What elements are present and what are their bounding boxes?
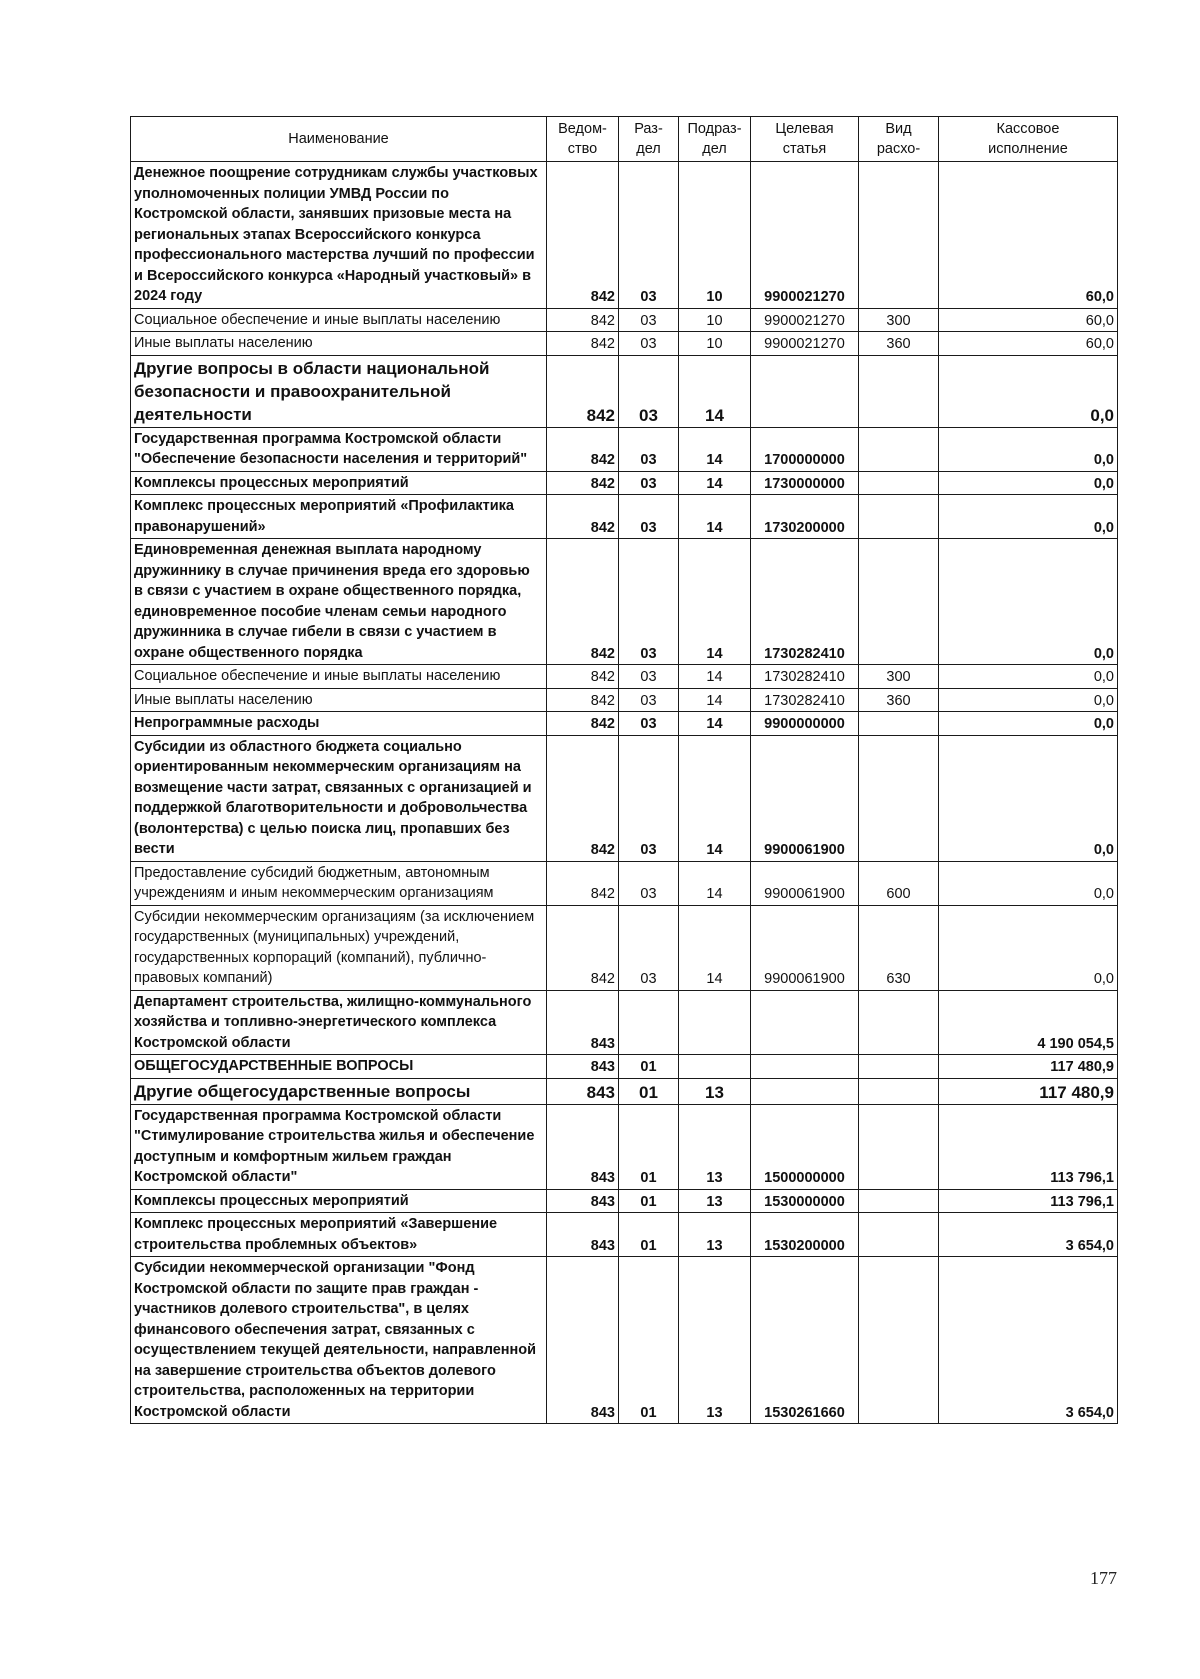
cell-podrazdel: 14 xyxy=(679,712,751,736)
cell-vid xyxy=(859,539,939,665)
cell-sum: 0,0 xyxy=(939,688,1118,712)
cell-vid xyxy=(859,1257,939,1424)
cell-razdel: 03 xyxy=(619,332,679,356)
cell-stat: 1530000000 xyxy=(751,1189,859,1213)
cell-stat xyxy=(751,1055,859,1079)
cell-vid xyxy=(859,355,939,427)
cell-stat: 1700000000 xyxy=(751,427,859,471)
table-row xyxy=(131,990,1118,1055)
cell-stat: 1730282410 xyxy=(751,539,859,665)
cell-sum: 60,0 xyxy=(939,332,1118,356)
cell-stat: 1730200000 xyxy=(751,495,859,539)
budget-table xyxy=(130,116,1118,1424)
cell-vid xyxy=(859,162,939,309)
cell-stat xyxy=(751,990,859,1055)
cell-vid xyxy=(859,1078,939,1104)
cell-podrazdel: 14 xyxy=(679,688,751,712)
cell-stat: 1730282410 xyxy=(751,665,859,689)
cell-vid xyxy=(859,1213,939,1257)
cell-ved: 842 xyxy=(547,539,619,665)
cell-name: Комплекс процессных мероприятий «Завершение строительства проблемных объектов» xyxy=(131,1213,547,1257)
page-number: 177 xyxy=(1090,1568,1117,1588)
cell-podrazdel: 10 xyxy=(679,308,751,332)
table-row xyxy=(131,471,1118,495)
cell-podrazdel xyxy=(679,990,751,1055)
cell-name: Субсидии из областного бюджета социально ориентированным некоммерческим организациям на возмещение части затрат, связанных с организацией и поддержкой благотворительности и добровольчества (волонтерства) с целью поиска лиц, пропавших без вести xyxy=(131,735,547,861)
cell-name: Денежное поощрение сотрудникам службы участковых уполномоченных полиции УМВД России по Костромской области, занявших призовые места на региональных этапах Всероссийского конкурса профессионального мастерства лучший по профессии и Всероссийского конкурса «Народный участковый» в 2024 году xyxy=(131,162,547,309)
cell-sum: 0,0 xyxy=(939,495,1118,539)
cell-razdel: 03 xyxy=(619,495,679,539)
cell-name: Социальное обеспечение и иные выплаты населению xyxy=(131,665,547,689)
table-row xyxy=(131,688,1118,712)
cell-name: Департамент строительства, жилищно-коммунального хозяйства и топливно-энергетического комплекса Костромской области xyxy=(131,990,547,1055)
cell-sum: 0,0 xyxy=(939,539,1118,665)
cell-razdel: 03 xyxy=(619,162,679,309)
cell-ved: 842 xyxy=(547,905,619,990)
header-stat: Целевая статья xyxy=(751,117,859,162)
cell-ved: 842 xyxy=(547,665,619,689)
table-row xyxy=(131,1078,1118,1104)
cell-sum: 3 654,0 xyxy=(939,1257,1118,1424)
cell-vid xyxy=(859,735,939,861)
table-row xyxy=(131,712,1118,736)
cell-sum: 117 480,9 xyxy=(939,1055,1118,1079)
cell-ved: 842 xyxy=(547,712,619,736)
cell-razdel: 03 xyxy=(619,712,679,736)
cell-stat: 9900021270 xyxy=(751,162,859,309)
cell-podrazdel xyxy=(679,1055,751,1079)
cell-stat: 1730000000 xyxy=(751,471,859,495)
cell-ved: 843 xyxy=(547,1104,619,1189)
cell-name: Комплексы процессных мероприятий xyxy=(131,1189,547,1213)
cell-ved: 842 xyxy=(547,308,619,332)
cell-vid: 360 xyxy=(859,688,939,712)
cell-sum: 0,0 xyxy=(939,665,1118,689)
cell-podrazdel: 10 xyxy=(679,332,751,356)
cell-stat xyxy=(751,355,859,427)
cell-stat: 9900061900 xyxy=(751,735,859,861)
cell-name: Единовременная денежная выплата народному дружиннику в случае причинения вреда его здоровью в связи с участием в охране общественного порядка, единовременное пособие членам семьи народного дружинника в случае гибели в связи с участием в охране общественного порядка xyxy=(131,539,547,665)
cell-name: Другие общегосударственные вопросы xyxy=(131,1078,547,1104)
cell-ved: 842 xyxy=(547,162,619,309)
cell-ved: 843 xyxy=(547,1055,619,1079)
table-row xyxy=(131,861,1118,905)
table-row xyxy=(131,495,1118,539)
cell-podrazdel: 10 xyxy=(679,162,751,309)
cell-podrazdel: 13 xyxy=(679,1189,751,1213)
cell-vid xyxy=(859,990,939,1055)
cell-ved: 842 xyxy=(547,495,619,539)
cell-razdel: 01 xyxy=(619,1104,679,1189)
table-row xyxy=(131,332,1118,356)
cell-vid xyxy=(859,712,939,736)
cell-sum: 113 796,1 xyxy=(939,1189,1118,1213)
table-row xyxy=(131,1189,1118,1213)
cell-podrazdel: 14 xyxy=(679,665,751,689)
cell-name: Государственная программа Костромской области "Обеспечение безопасности населения и территорий" xyxy=(131,427,547,471)
cell-vid: 600 xyxy=(859,861,939,905)
table-row xyxy=(131,905,1118,990)
cell-ved: 842 xyxy=(547,861,619,905)
cell-name: Государственная программа Костромской области "Стимулирование строительства жилья и обеспечение доступным и комфортным жильем граждан Костромской области" xyxy=(131,1104,547,1189)
cell-sum: 0,0 xyxy=(939,735,1118,861)
table-row xyxy=(131,1213,1118,1257)
cell-ved: 842 xyxy=(547,735,619,861)
cell-razdel: 03 xyxy=(619,861,679,905)
table-row xyxy=(131,427,1118,471)
cell-razdel: 03 xyxy=(619,905,679,990)
cell-stat: 9900061900 xyxy=(751,905,859,990)
cell-name: Социальное обеспечение и иные выплаты населению xyxy=(131,308,547,332)
cell-name: Комплексы процессных мероприятий xyxy=(131,471,547,495)
header-kass: Кассовое исполнение xyxy=(939,117,1118,162)
table-row xyxy=(131,1055,1118,1079)
table-row xyxy=(131,1104,1118,1189)
cell-razdel: 03 xyxy=(619,427,679,471)
header-name: Наименование xyxy=(131,117,547,162)
cell-stat: 9900021270 xyxy=(751,308,859,332)
cell-razdel: 01 xyxy=(619,1078,679,1104)
table-row xyxy=(131,735,1118,861)
header-podrazdel: Подраз- дел xyxy=(679,117,751,162)
table-row xyxy=(131,539,1118,665)
table-row xyxy=(131,308,1118,332)
cell-podrazdel: 14 xyxy=(679,905,751,990)
table-row xyxy=(131,665,1118,689)
cell-podrazdel: 14 xyxy=(679,495,751,539)
cell-stat: 1530261660 xyxy=(751,1257,859,1424)
cell-vid xyxy=(859,495,939,539)
cell-stat: 9900000000 xyxy=(751,712,859,736)
cell-name: Комплекс процессных мероприятий «Профилактика правонарушений» xyxy=(131,495,547,539)
cell-razdel: 03 xyxy=(619,735,679,861)
cell-vid xyxy=(859,471,939,495)
cell-sum: 0,0 xyxy=(939,355,1118,427)
cell-sum: 113 796,1 xyxy=(939,1104,1118,1189)
cell-podrazdel: 13 xyxy=(679,1078,751,1104)
cell-ved: 843 xyxy=(547,990,619,1055)
header-ved: Ведом- ство xyxy=(547,117,619,162)
cell-ved: 843 xyxy=(547,1257,619,1424)
header-razdel: Раз- дел xyxy=(619,117,679,162)
cell-name: Предоставление субсидий бюджетным, автономным учреждениям и иным некоммерческим организациям xyxy=(131,861,547,905)
header-vid: Вид расхо- xyxy=(859,117,939,162)
cell-ved: 843 xyxy=(547,1078,619,1104)
cell-name: Субсидии некоммерческим организациям (за исключением государственных (муниципальных) учреждений, государственных корпораций (компаний), публично-правовых компаний) xyxy=(131,905,547,990)
cell-razdel: 03 xyxy=(619,688,679,712)
cell-stat: 1730282410 xyxy=(751,688,859,712)
cell-razdel: 01 xyxy=(619,1257,679,1424)
cell-ved: 842 xyxy=(547,471,619,495)
cell-name: Другие вопросы в области национальной безопасности и правоохранительной деятельности xyxy=(131,355,547,427)
cell-name: Субсидии некоммерческой организации "Фонд Костромской области по защите прав граждан - участников долевого строительства", в целях финансового обеспечения затрат, связанных с осуществлением текущей деятельности, направленной на завершение строительства объектов долевого строительства, расположенных на территории Костромской области xyxy=(131,1257,547,1424)
cell-sum: 3 654,0 xyxy=(939,1213,1118,1257)
cell-razdel xyxy=(619,990,679,1055)
cell-podrazdel: 14 xyxy=(679,427,751,471)
cell-sum: 4 190 054,5 xyxy=(939,990,1118,1055)
cell-sum: 60,0 xyxy=(939,162,1118,309)
cell-sum: 0,0 xyxy=(939,712,1118,736)
cell-stat: 9900021270 xyxy=(751,332,859,356)
cell-name: Непрограммные расходы xyxy=(131,712,547,736)
cell-razdel: 03 xyxy=(619,471,679,495)
cell-razdel: 01 xyxy=(619,1213,679,1257)
cell-ved: 843 xyxy=(547,1213,619,1257)
cell-stat: 1500000000 xyxy=(751,1104,859,1189)
cell-vid: 630 xyxy=(859,905,939,990)
cell-sum: 0,0 xyxy=(939,905,1118,990)
cell-name: ОБЩЕГОСУДАРСТВЕННЫЕ ВОПРОСЫ xyxy=(131,1055,547,1079)
cell-podrazdel: 14 xyxy=(679,861,751,905)
cell-razdel: 03 xyxy=(619,355,679,427)
cell-razdel: 03 xyxy=(619,665,679,689)
cell-razdel: 03 xyxy=(619,539,679,665)
cell-vid xyxy=(859,1189,939,1213)
cell-sum: 60,0 xyxy=(939,308,1118,332)
cell-sum: 0,0 xyxy=(939,861,1118,905)
cell-stat: 1530200000 xyxy=(751,1213,859,1257)
table-row xyxy=(131,1257,1118,1424)
cell-vid: 300 xyxy=(859,665,939,689)
cell-podrazdel: 13 xyxy=(679,1104,751,1189)
cell-ved: 843 xyxy=(547,1189,619,1213)
table-row xyxy=(131,162,1118,309)
cell-podrazdel: 13 xyxy=(679,1257,751,1424)
cell-podrazdel: 14 xyxy=(679,735,751,861)
cell-razdel: 01 xyxy=(619,1055,679,1079)
cell-vid xyxy=(859,427,939,471)
cell-vid xyxy=(859,1104,939,1189)
table-body xyxy=(131,162,1118,1424)
cell-vid xyxy=(859,1055,939,1079)
table-header-row xyxy=(131,117,1118,162)
cell-razdel: 03 xyxy=(619,308,679,332)
cell-name: Иные выплаты населению xyxy=(131,332,547,356)
cell-vid: 300 xyxy=(859,308,939,332)
cell-ved: 842 xyxy=(547,355,619,427)
cell-vid: 360 xyxy=(859,332,939,356)
table-row xyxy=(131,355,1118,427)
cell-sum: 0,0 xyxy=(939,471,1118,495)
cell-sum: 0,0 xyxy=(939,427,1118,471)
cell-podrazdel: 14 xyxy=(679,539,751,665)
cell-razdel: 01 xyxy=(619,1189,679,1213)
cell-name: Иные выплаты населению xyxy=(131,688,547,712)
cell-podrazdel: 14 xyxy=(679,355,751,427)
cell-ved: 842 xyxy=(547,427,619,471)
cell-ved: 842 xyxy=(547,688,619,712)
cell-stat xyxy=(751,1078,859,1104)
cell-stat: 9900061900 xyxy=(751,861,859,905)
cell-sum: 117 480,9 xyxy=(939,1078,1118,1104)
cell-ved: 842 xyxy=(547,332,619,356)
cell-podrazdel: 14 xyxy=(679,471,751,495)
cell-podrazdel: 13 xyxy=(679,1213,751,1257)
